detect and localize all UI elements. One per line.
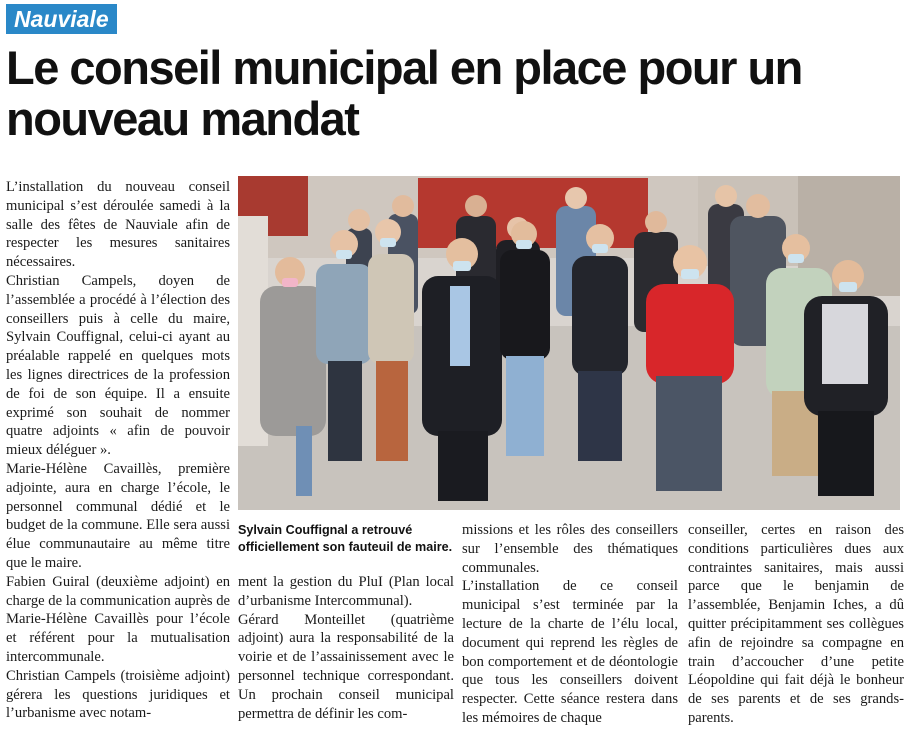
paragraph: conseiller, certes en raison des conditions particulières dues aux contraintes sanitaires, mais aussi parce que le benjamin de l’assemblée, Benjamin Iches, a dû quitter précipitamment ses collègues afin de rejoindre sa compagne en train d’accoucher d’une petite Léopoldine qui fait déjà le bonheur de ses parents et de ses grands-parents. — [688, 522, 904, 726]
section-kicker: Nauviale — [6, 4, 117, 34]
paragraph: Marie-Hélène Cavaillès, première adjointe, aura en charge l’école, le personnel communal dédié et le budget de la commune. Elle sera aussi élue communautaire au même titre que le maire. — [6, 460, 230, 571]
photo-caption: Sylvain Couffignal a retrouvé officiellement son fauteuil de maire. — [238, 523, 453, 554]
article-column-1 — [6, 178, 230, 723]
paragraph: Christian Campels (troisième adjoint) gérera les questions juridiques et l’urbanisme avec notam- — [6, 667, 230, 722]
paragraph: Fabien Guiral (deuxième adjoint) en charge de la communication auprès de Marie-Hélène Cavaillès pour l’école et référent pour la mutualisation intercommunale. — [6, 573, 230, 665]
paragraph: Gérard Monteillet (quatrième adjoint) aura la responsabilité de la voirie et de l’assainissement avec le personnel technique correspondant. Un prochain conseil municipal permettra de définir les com- — [238, 611, 454, 722]
paragraph: Christian Campels, doyen de l’assemblée a procédé à l’élection des conseillers puis à celle du maire, Sylvain Couffignal, celui-ci ayant au préalable rappelé en quelques mots les lignes directrices de la profession de foi de son équipe. Il a ensuite exprimé son souhait de nommer quatre adjoints « afin de pouvoir mieux déléguer ». — [6, 272, 230, 459]
article-column-2 — [238, 573, 454, 723]
group-photo — [238, 176, 900, 510]
paragraph: L’installation de ce conseil municipal s’est terminée par la lecture de la charte de l’élu local, document qui reprend les règles de bon comportement et de déontologie que tous les conseillers doivent respecter. Cette séance restera dans les mémoires de chaque — [462, 578, 678, 726]
paragraph: L’installation du nouveau conseil municipal s’est déroulée samedi à la salle des fêtes de Nauviale afin de respecter les mesures sanitaires nécessaires. — [6, 179, 230, 271]
article-column-4 — [688, 521, 904, 728]
article-column-3 — [462, 521, 678, 728]
article-headline: Le conseil municipal en place pour un nouveau mandat — [6, 41, 802, 145]
paragraph: missions et les rôles des conseillers sur l’ensemble des thématiques communales. — [462, 522, 678, 576]
paragraph: ment la gestion du PluI (Plan local d’urbanisme Intercommunal). — [238, 574, 454, 609]
